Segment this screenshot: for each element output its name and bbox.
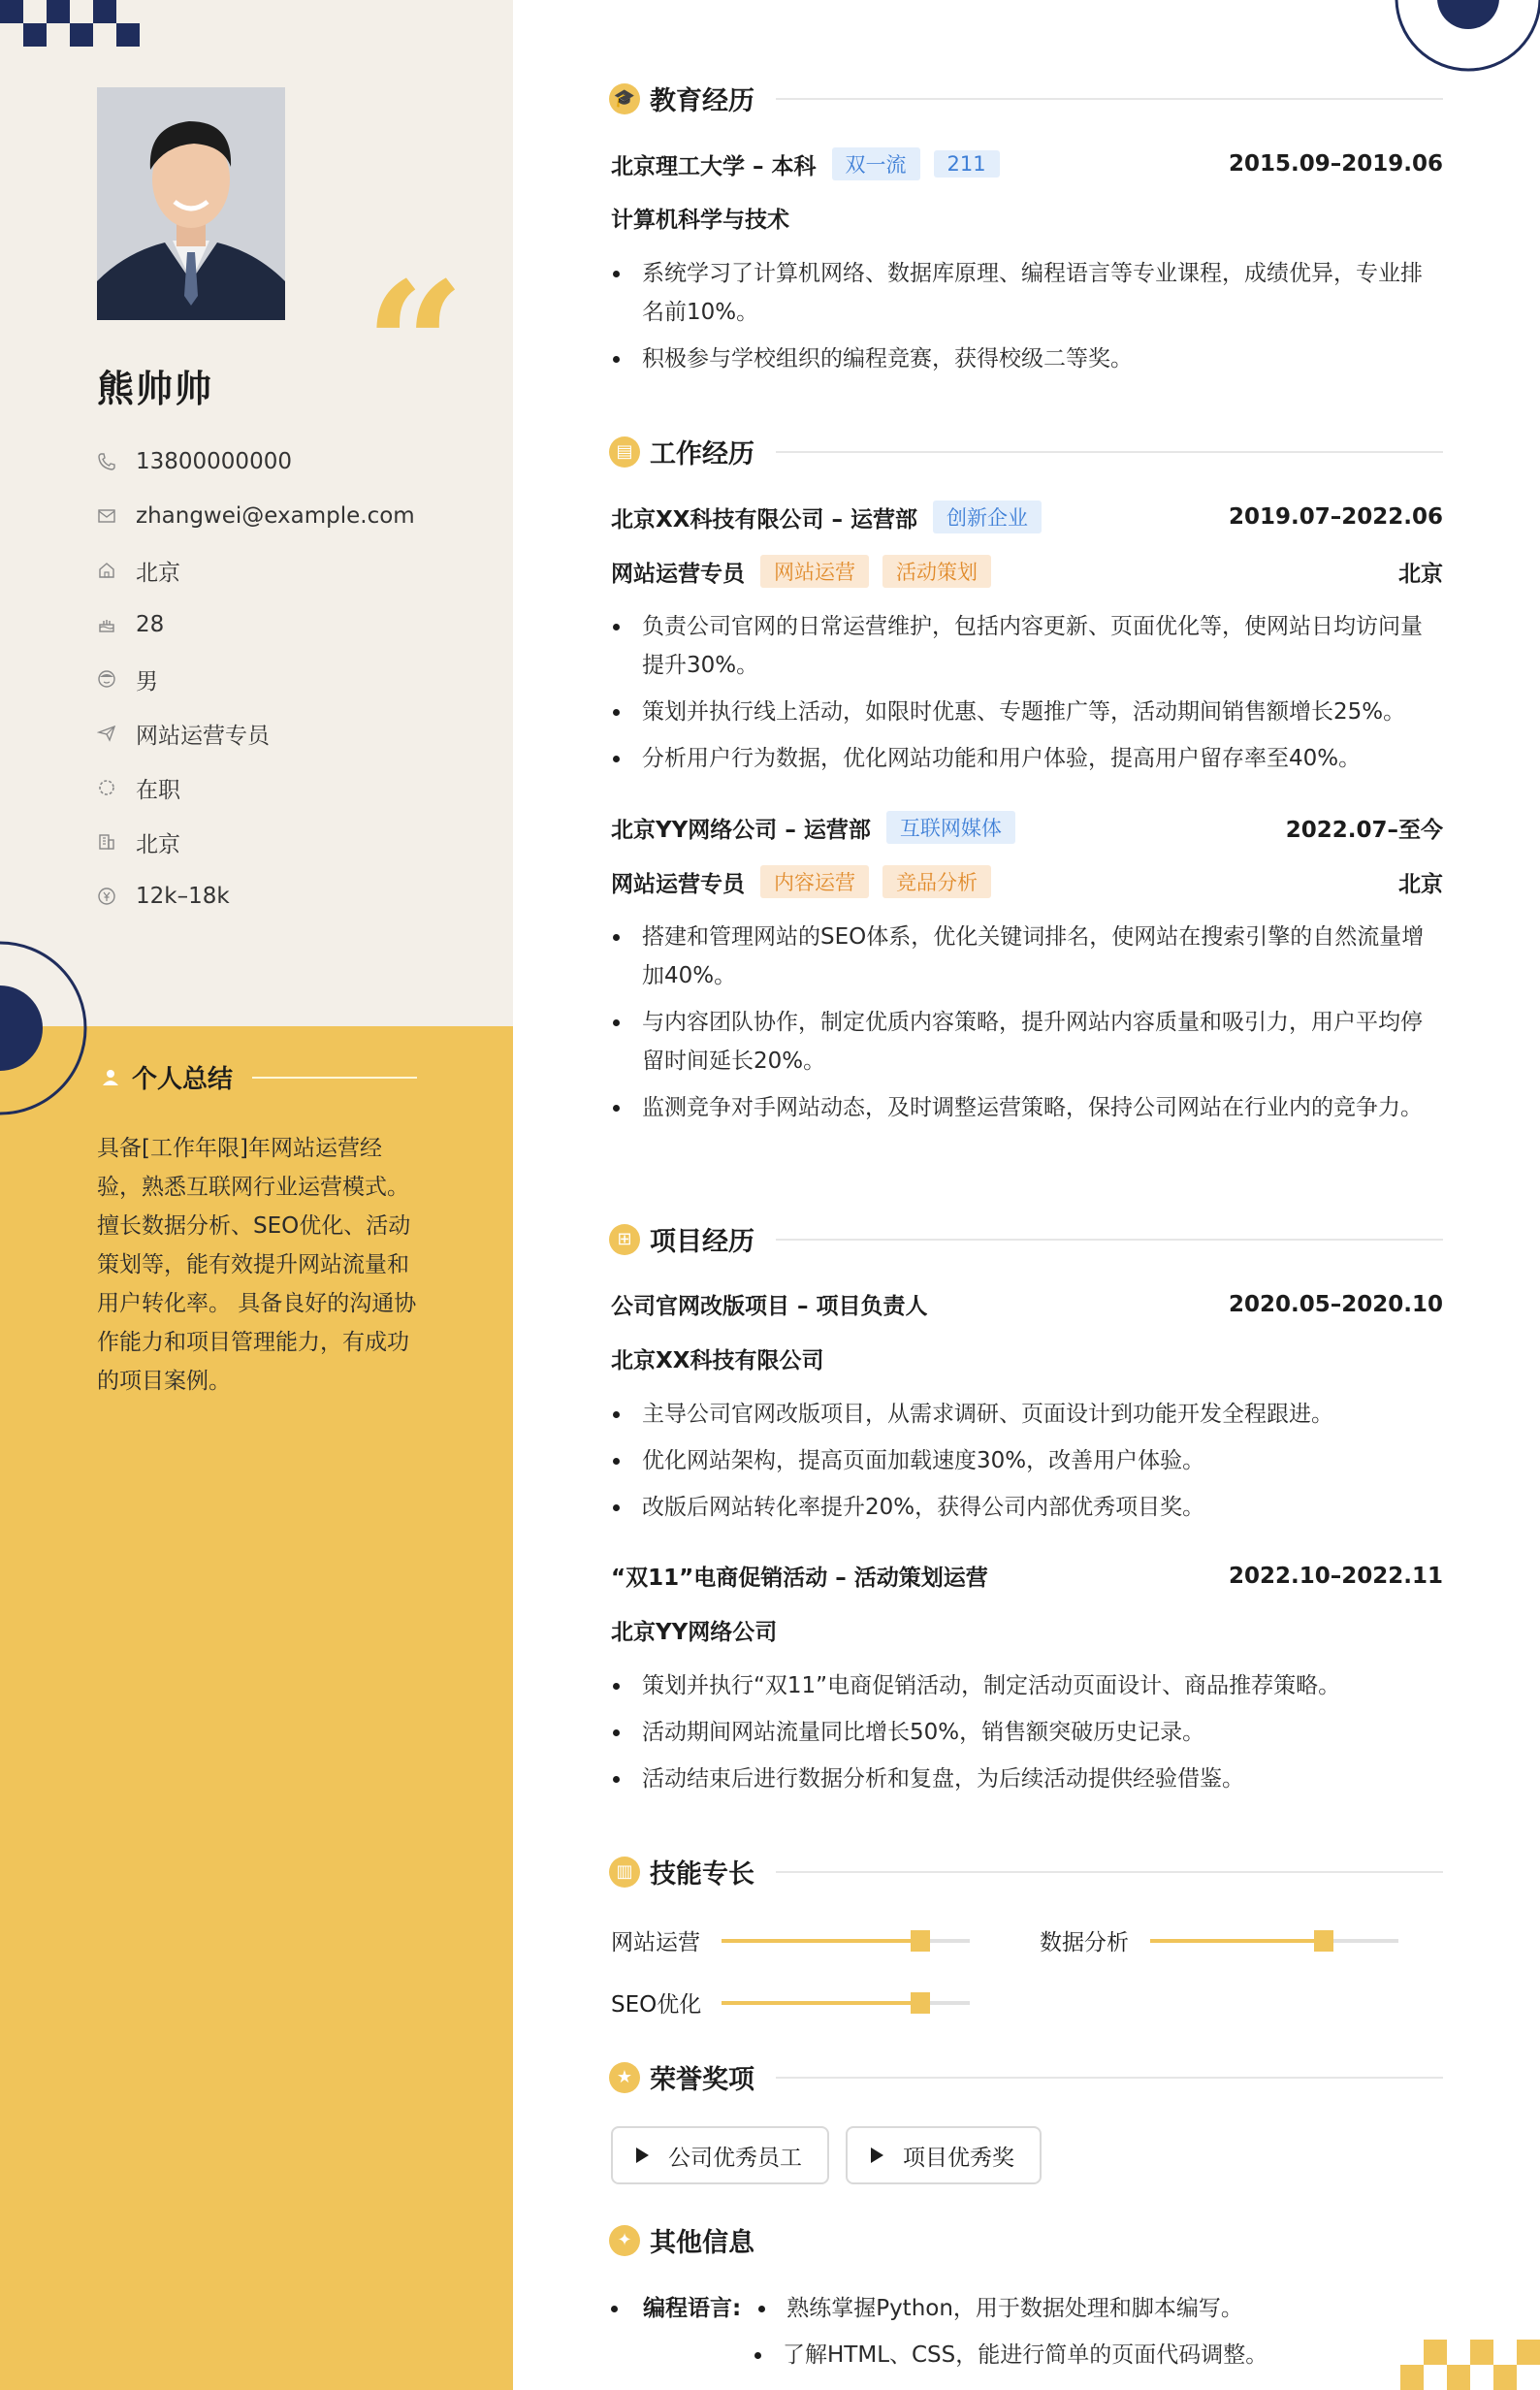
skills-divider <box>776 1871 1443 1873</box>
list-item: 优化网站架构，提高页面加载速度30%，改善用户体验。 <box>611 1441 1443 1480</box>
briefcase-icon: ▤ <box>609 436 640 468</box>
skill-item <box>611 1986 970 2019</box>
play-triangle-icon <box>871 2148 883 2163</box>
home-icon <box>97 561 116 580</box>
info-age <box>97 598 415 652</box>
status-icon <box>97 778 116 797</box>
education-period: 2015.09–2019.06 <box>1228 151 1443 177</box>
decor-circle-top-right <box>1393 0 1540 74</box>
summary-header <box>101 1059 417 1095</box>
age-text: 28 <box>136 612 165 637</box>
other-header <box>609 2221 1443 2259</box>
school-tag: 双一流 <box>832 147 920 180</box>
education-header <box>609 80 1443 117</box>
checker-pattern-top-left <box>0 0 155 50</box>
job-company: 北京YY网络公司 – 运营部 <box>611 817 871 843</box>
email-text: zhangwei@example.com <box>136 503 415 529</box>
list-item: 分析用户行为数据，优化网站功能和用户体验，提高用户留存率至40%。 <box>611 739 1443 778</box>
projects-title: 项目经历 <box>650 1227 754 1257</box>
profile-name: 熊帅帅 <box>97 368 214 410</box>
skill-level-knob <box>1314 1930 1333 1952</box>
education-major: 计算机科学与技术 <box>611 208 789 233</box>
skill-name: SEO优化 <box>611 1992 702 2018</box>
info-salary <box>97 869 415 923</box>
skill-item <box>1040 1924 1398 1956</box>
skill-level-bar <box>722 2001 970 2005</box>
skills-title: 技能专长 <box>650 1859 754 1889</box>
role-tag: 内容运营 <box>760 865 869 898</box>
job-period: 2022.07–至今 <box>1285 817 1443 843</box>
project-name-row <box>611 1288 1443 1320</box>
building-icon <box>97 832 116 852</box>
project-bullets <box>611 1395 1443 1534</box>
work-title: 工作经历 <box>650 439 754 469</box>
user-icon <box>101 1068 120 1087</box>
school-tag: 211 <box>934 150 1000 178</box>
role-tag: 竞品分析 <box>882 865 991 898</box>
status-text: 在职 <box>136 777 180 803</box>
bullet-dot <box>611 2306 618 2312</box>
checker-pattern-bottom-right <box>1400 2340 1540 2390</box>
role-tag: 网站运营 <box>760 555 869 588</box>
other-label: 编程语言: <box>643 2296 742 2321</box>
education-title: 教育经历 <box>650 86 754 116</box>
awards-divider <box>776 2077 1443 2079</box>
quote-mark-icon: “ <box>365 244 465 449</box>
school-name: 北京理工大学 – 本科 <box>611 153 817 179</box>
cake-icon <box>97 615 116 634</box>
other-info <box>611 2285 1267 2378</box>
project-org-row <box>611 1614 1443 1646</box>
list-item: 系统学习了计算机网络、数据库原理、编程语言等专业课程，成绩优异，专业排名前10%。 <box>611 254 1443 332</box>
avatar-photo <box>97 87 285 320</box>
projects-header <box>609 1220 1443 1258</box>
other-text: 了解HTML、CSS，能进行简单的页面代码调整。 <box>783 2342 1268 2368</box>
info-gender <box>97 652 415 706</box>
info-city <box>97 543 415 598</box>
award-chip <box>611 2126 829 2184</box>
info-status <box>97 760 415 815</box>
award-text: 项目优秀奖 <box>903 2145 1014 2171</box>
summary-title: 个人总结 <box>132 1065 234 1094</box>
list-item: 负责公司官网的日常运营维护，包括内容更新、页面优化等，使网站日均访问量提升30%。 <box>611 607 1443 685</box>
list-item: 活动结束后进行数据分析和复盘，为后续活动提供经验借鉴。 <box>611 1760 1443 1798</box>
other-line <box>611 2332 1267 2378</box>
project-period: 2020.05–2020.10 <box>1228 1291 1443 1317</box>
skill-level-knob <box>911 1992 930 2014</box>
info-position <box>97 706 415 760</box>
list-item: 积极参与学校组织的编程竞赛，获得校级二等奖。 <box>611 339 1443 378</box>
job-company-row <box>611 811 1443 844</box>
job-role: 网站运营专员 <box>611 871 745 897</box>
other-line <box>611 2285 1267 2332</box>
skill-level-bar <box>722 1939 970 1943</box>
company-tag: 互联网媒体 <box>886 811 1015 844</box>
list-item: 策划并执行线上活动，如限时优惠、专题推广等，活动期间销售额增长25%。 <box>611 693 1443 731</box>
work-divider <box>776 451 1443 453</box>
job-period: 2019.07–2022.06 <box>1228 504 1443 530</box>
other-title: 其他信息 <box>650 2228 754 2258</box>
bullet-dot <box>758 2306 765 2312</box>
city-text: 北京 <box>136 560 180 586</box>
list-item: 改版后网站转化率提升20%，获得公司内部优秀项目奖。 <box>611 1488 1443 1527</box>
work-city-text: 北京 <box>136 831 180 857</box>
education-major-row <box>611 202 1443 234</box>
info-phone <box>97 435 415 489</box>
education-bullets <box>611 254 1443 386</box>
awards-header <box>609 2058 1443 2096</box>
project-org: 北京XX科技有限公司 <box>611 1348 824 1373</box>
awards-title: 荣誉奖项 <box>650 2065 754 2095</box>
decor-half-circle-left <box>0 941 87 1115</box>
list-item: 与内容团队协作，制定优质内容策略，提升网站内容质量和吸引力，用户平均停留时间延长20%。 <box>611 1003 1443 1081</box>
projects-divider <box>776 1239 1443 1241</box>
job-bullets <box>611 918 1443 1135</box>
job-bullets <box>611 607 1443 786</box>
phone-icon <box>97 452 116 471</box>
job-company-row <box>611 501 1443 533</box>
project-org-row <box>611 1342 1443 1374</box>
skills-header <box>609 1853 1443 1890</box>
grid-icon: ⊞ <box>609 1224 640 1255</box>
info-email <box>97 489 415 543</box>
award-chip <box>846 2126 1042 2184</box>
bar-chart-icon: ▥ <box>609 1857 640 1888</box>
project-org: 北京YY网络公司 <box>611 1620 778 1645</box>
mail-icon <box>97 506 116 526</box>
award-text: 公司优秀员工 <box>668 2145 802 2171</box>
list-item: 主导公司官网改版项目，从需求调研、页面设计到功能开发全程跟进。 <box>611 1395 1443 1434</box>
list-item: 策划并执行“双11”电商促销活动，制定活动页面设计、商品推荐策略。 <box>611 1666 1443 1705</box>
salary-text: 12k–18k <box>136 884 230 909</box>
gender-text: 男 <box>136 668 158 694</box>
list-item: 活动期间网站流量同比增长50%，销售额突破历史记录。 <box>611 1713 1443 1752</box>
contact-info-list <box>97 435 415 923</box>
education-divider <box>776 98 1443 100</box>
job-company: 北京XX科技有限公司 – 运营部 <box>611 506 917 533</box>
project-bullets <box>611 1666 1443 1806</box>
skill-name: 网站运营 <box>611 1930 700 1955</box>
job-city: 北京 <box>1398 561 1443 587</box>
info-work-city <box>97 815 415 869</box>
summary-divider <box>252 1077 417 1079</box>
list-item: 监测竞争对手网站动态，及时调整运营策略，保持公司网站在行业内的竞争力。 <box>611 1088 1443 1127</box>
send-icon <box>97 724 116 743</box>
award-icon: ★ <box>609 2062 640 2093</box>
skill-item <box>611 1924 970 1956</box>
project-name: “双11”电商促销活动 – 活动策划运营 <box>611 1566 988 1591</box>
project-period: 2022.10–2022.11 <box>1228 1563 1443 1589</box>
job-role-row <box>611 555 1443 588</box>
company-tag: 创新企业 <box>933 501 1042 533</box>
job-city: 北京 <box>1398 871 1443 897</box>
job-role-row <box>611 865 1443 898</box>
project-name: 公司官网改版项目 – 项目负责人 <box>611 1294 928 1319</box>
other-text: 熟练掌握Python，用于数据处理和脚本编写。 <box>786 2296 1243 2321</box>
graduation-cap-icon: 🎓 <box>609 83 640 114</box>
role-tag: 活动策划 <box>882 555 991 588</box>
summary-text: 具备[工作年限]年网站运营经验，熟悉互联网行业运营模式。 擅长数据分析、SEO优化、活动策划等，能有效提升网站流量和用户转化率。 具备良好的沟通协作能力和项目管理能力，有成功的项目案例。 <box>97 1136 417 1394</box>
position-text: 网站运营专员 <box>136 723 270 749</box>
list-item: 搭建和管理网站的SEO体系，优化关键词排名，使网站在搜索引擎的自然流量增加40%。 <box>611 918 1443 995</box>
skill-name: 数据分析 <box>1040 1930 1129 1955</box>
bullet-dot <box>754 2352 761 2359</box>
job-role: 网站运营专员 <box>611 561 745 587</box>
project-name-row <box>611 1560 1443 1592</box>
info-icon: ✦ <box>609 2225 640 2256</box>
face-icon <box>97 669 116 689</box>
skill-level-knob <box>911 1930 930 1952</box>
education-school-row <box>611 147 1443 180</box>
skill-level-bar <box>1150 1939 1398 1943</box>
phone-text: 13800000000 <box>136 449 292 474</box>
play-triangle-icon <box>636 2148 649 2163</box>
work-header <box>609 433 1443 470</box>
yen-coin-icon <box>97 887 116 906</box>
